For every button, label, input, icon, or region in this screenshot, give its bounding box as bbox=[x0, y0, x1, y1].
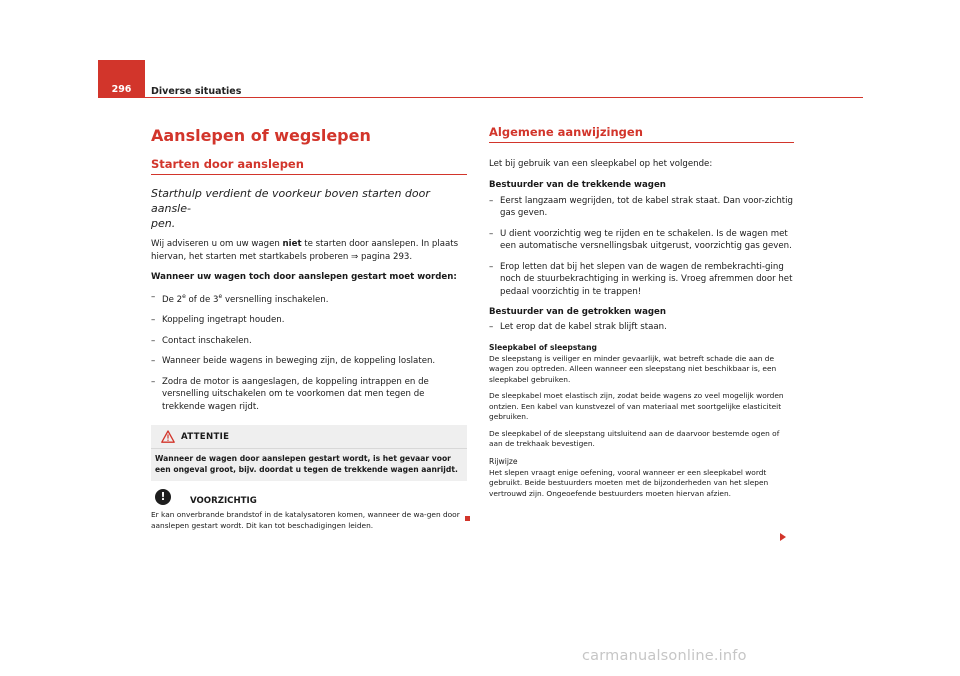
driving-paragraph: Het slepen vraagt enige oefening, vooral wanneer er een sleepkabel wordt gebruikt. Beide bestuurders moeten met de bijzonderheden van het slepen vertrouwd zijn. Ongeoefende bestuurders moeten hiervan afzien. bbox=[489, 467, 769, 498]
steps-list bbox=[151, 291, 467, 413]
advice-paragraph: Wij adviseren u om uw wagen niet te starten door aanslepen. In plaats hiervan, het starten met startkabels proberen ⇒ pagina 293. bbox=[151, 239, 459, 262]
towed-list bbox=[489, 321, 794, 334]
intro-text: Starthulp verdient de voorkeur boven starten door aansle- pen. bbox=[151, 187, 430, 230]
towing-list bbox=[489, 195, 794, 299]
rope-heading: Sleepkabel of sleepstang bbox=[489, 342, 597, 352]
towed-driver-heading: Bestuurder van de getrokken wagen bbox=[489, 307, 666, 317]
warning-title: ATTENTIE bbox=[181, 432, 230, 443]
list-item: – Erop letten dat bij het slepen van de wagen de rembekrachti-ging noch de stuurbekrachtiging in werking is. Vroeg afremmen door het pedaal voorzichtig in te trappen! bbox=[489, 261, 793, 297]
watermark: carmanualsonline.info bbox=[582, 648, 747, 664]
list-item: – Contact inschakelen. bbox=[151, 335, 252, 346]
left-column bbox=[151, 120, 467, 531]
steps-heading: Wanneer uw wagen toch door aanslepen gestart moet worden: bbox=[151, 272, 457, 282]
list-item: – Eerst langzaam wegrijden, tot de kabel strak staat. Dan voor-zichtig gas geven. bbox=[489, 195, 794, 218]
list-item: – Zodra de motor is aangeslagen, de koppeling intrappen en de versnelling uitschakelen om te voorkomen dat men tegen de trekkende wagen rijdt. bbox=[151, 376, 429, 412]
caution-exclamation-icon: ! bbox=[155, 489, 171, 505]
continue-arrow-icon bbox=[780, 533, 786, 541]
list-item: – U dient voorzichtig weg te rijden en te schakelen. Is de wagen met een automatische versnellingsbak uitgerust, voorzichtig gas geven. bbox=[489, 228, 792, 251]
subheading: Starten door aanslepen bbox=[151, 157, 304, 171]
rope-paragraph: De sleepstang is veiliger en minder gevaarlijk, wat betreft schade die aan de wagen zou optreden. Alleen wanneer een sleepstang niet beschikbaar is, een sleepkabel gebruiken. bbox=[489, 353, 777, 384]
page-number: 296 bbox=[111, 84, 132, 95]
list-item: – De 2e of de 3e versnelling inschakelen. bbox=[151, 292, 329, 305]
page-number-box bbox=[98, 60, 145, 98]
list-item: – Koppeling ingetrapt houden. bbox=[151, 315, 285, 326]
list-item: – Wanneer beide wagens in beweging zijn, de koppeling loslaten. bbox=[151, 356, 436, 367]
list-item: – Let erop dat de kabel strak blijft staan. bbox=[489, 322, 667, 332]
right-column bbox=[489, 120, 794, 499]
right-heading: Algemene aanwijzingen bbox=[489, 125, 643, 139]
rope-paragraph: De sleepkabel moet elastisch zijn, zodat beide wagens zo veel mogelijk worden ontzien. Een kabel van kunstvezel of van materiaal met soortgelijke elasticiteit gebruiken. bbox=[489, 391, 784, 421]
section-end-icon bbox=[465, 516, 470, 521]
right-heading-rule bbox=[489, 142, 794, 143]
caution-title: VOORZICHTIG bbox=[190, 496, 257, 507]
rope-paragraph: De sleepkabel of de sleepstang uitsluitend aan de daarvoor bestemde ogen of aan de trekhaak bevestigen. bbox=[489, 428, 780, 448]
section-title: Diverse situaties bbox=[151, 86, 242, 97]
header-rule bbox=[145, 97, 863, 98]
towing-driver-heading: Bestuurder van de trekkende wagen bbox=[489, 179, 666, 190]
right-intro: Let bij gebruik van een sleepkabel op het volgende: bbox=[489, 159, 713, 169]
subheading-rule bbox=[151, 174, 467, 175]
caution-text: Er kan onverbrande brandstof in de katalysatoren komen, wanneer de wa-gen door aanslepen gestart wordt. Dit kan tot beschadigingen leiden. bbox=[151, 510, 460, 530]
warning-header bbox=[151, 425, 467, 449]
driving-heading: Rijwijze bbox=[489, 456, 518, 466]
page-heading: Aanslepen of wegslepen bbox=[151, 126, 371, 145]
caution-header bbox=[151, 491, 467, 509]
warning-text: Wanneer de wagen door aanslepen gestart wordt, is het gevaar voor een ongeval groot, bijv. doordat u tegen de trekkende wagen aanrijdt. bbox=[155, 454, 458, 474]
warning-triangle-icon bbox=[161, 430, 175, 443]
warning-box bbox=[151, 425, 467, 481]
